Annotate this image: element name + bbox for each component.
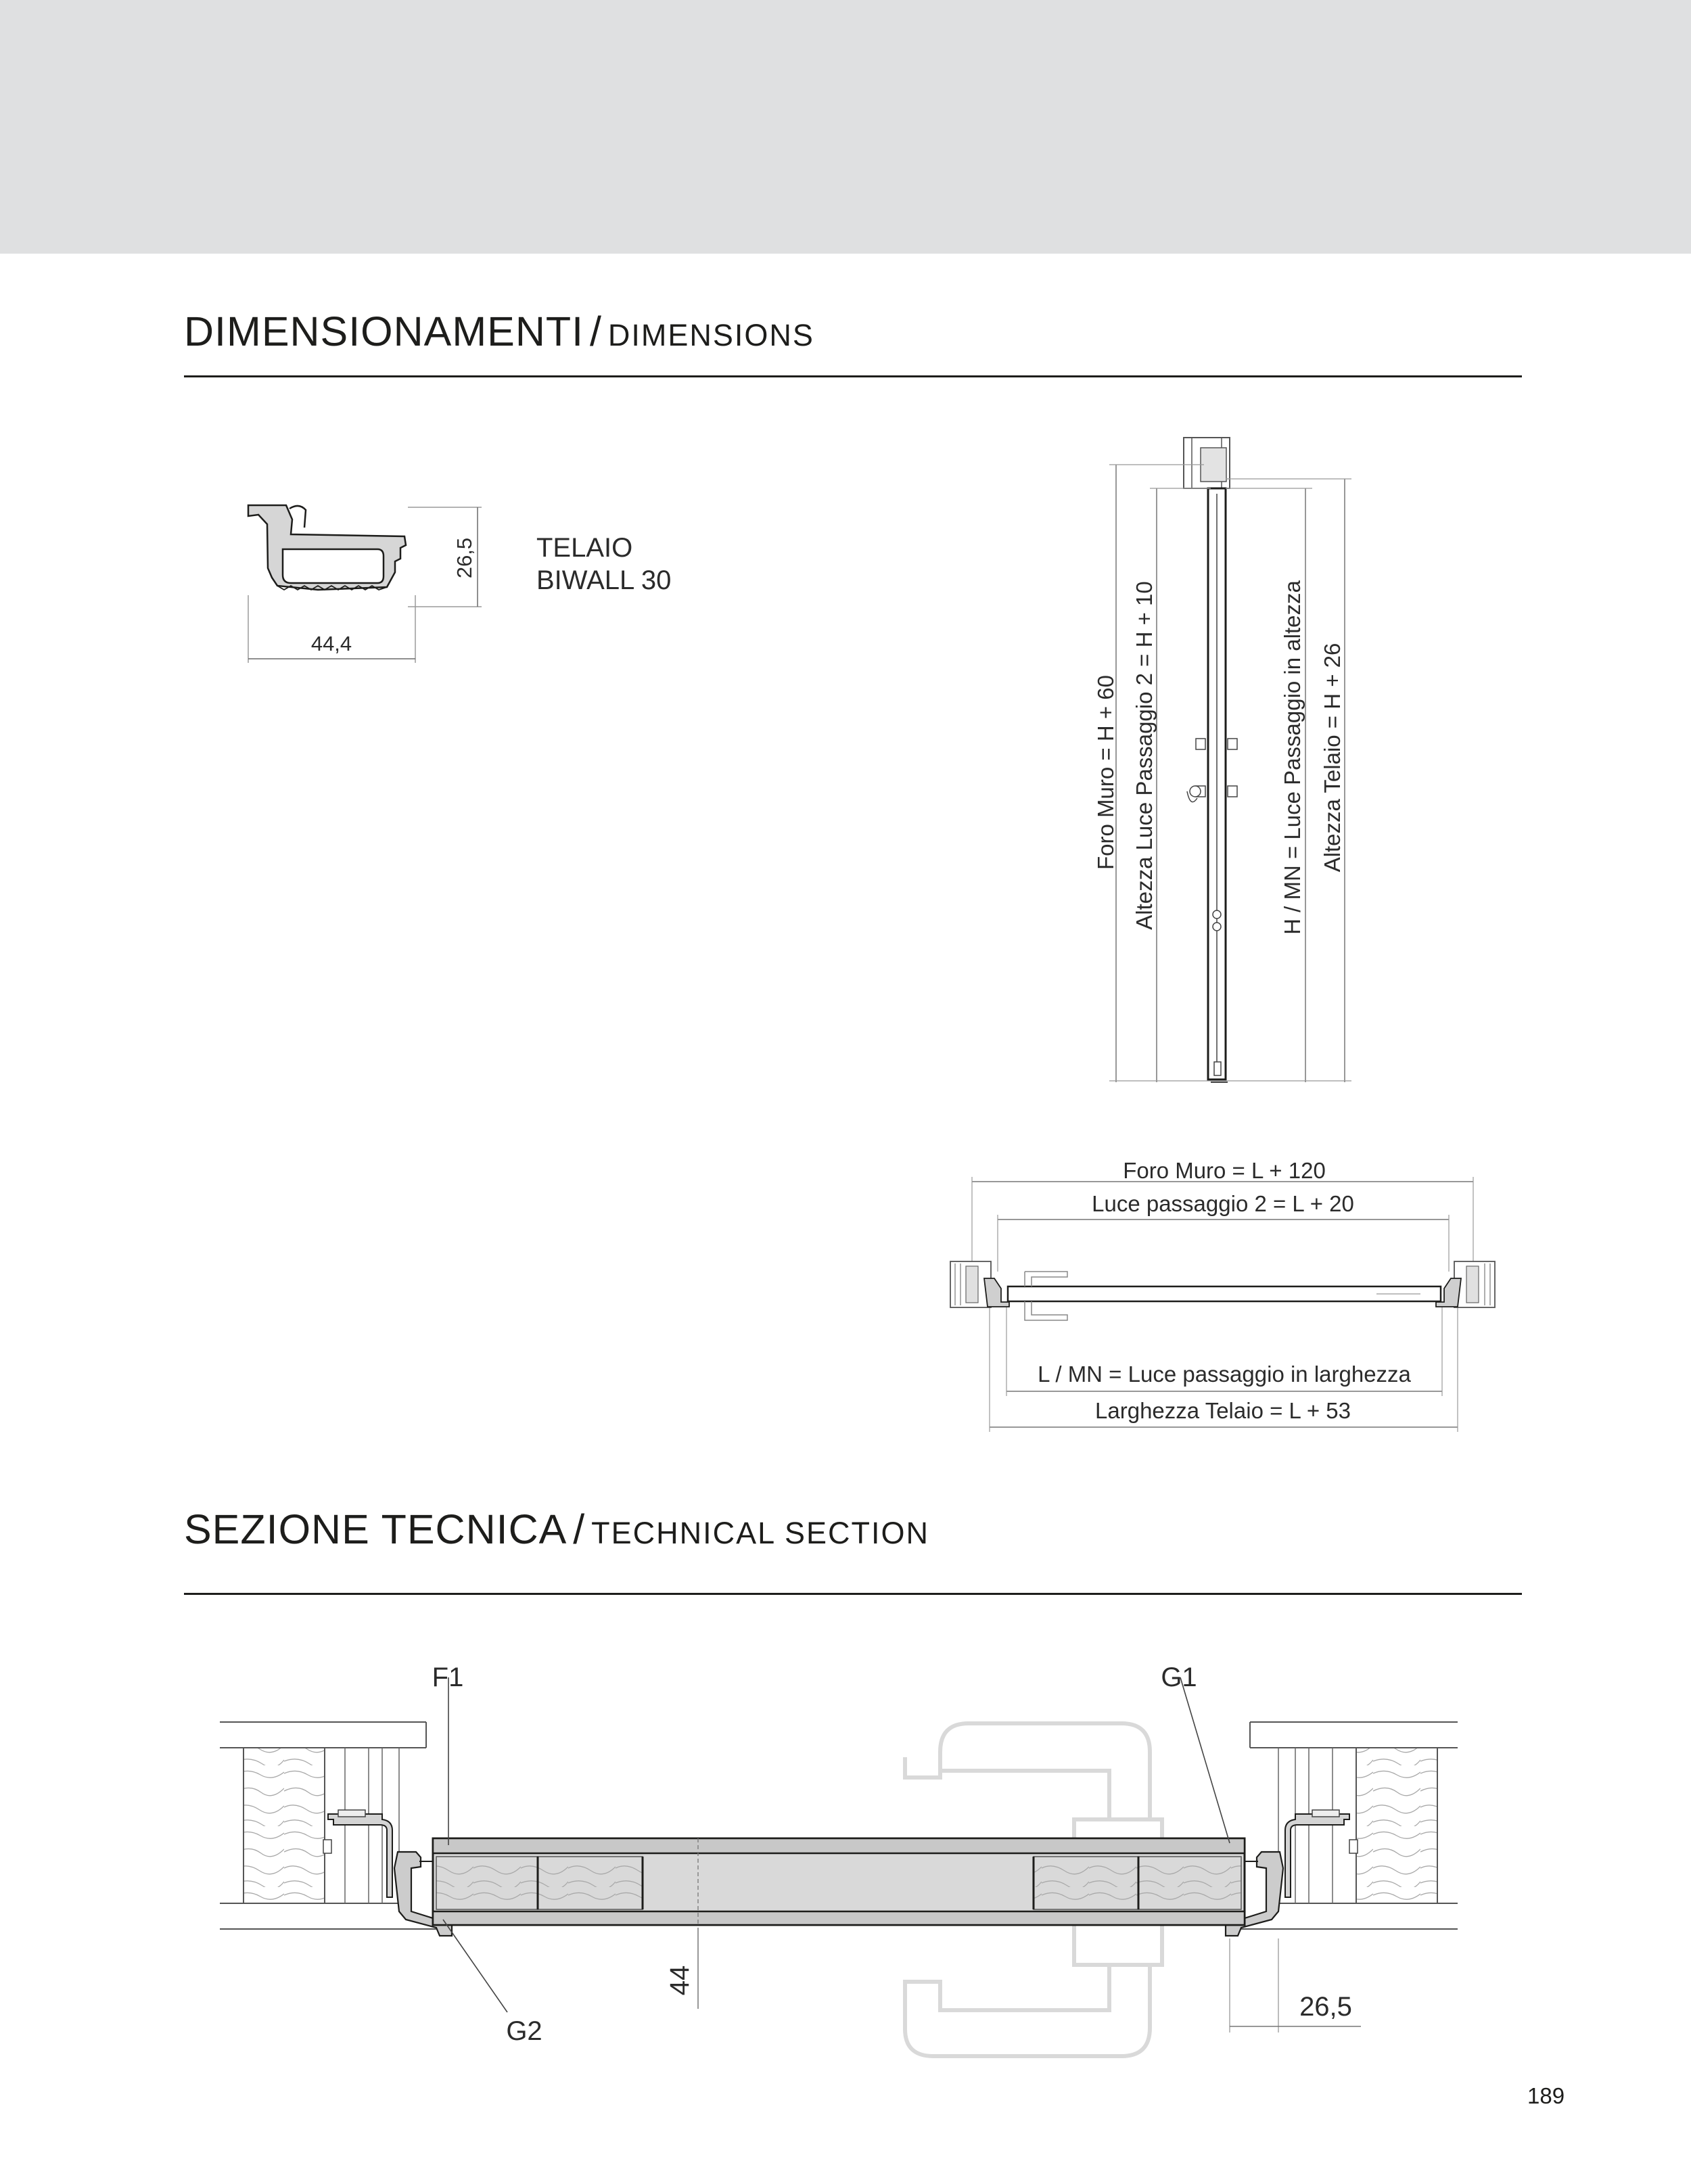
profile-drawing	[248, 505, 482, 663]
elevation-altezza-telaio-label: Altezza Telaio = H + 26	[1320, 643, 1345, 873]
section-label-f1: F1	[432, 1663, 464, 1692]
profile-width-label: 44,4	[310, 632, 352, 655]
section-thickness-label: 44	[665, 1965, 695, 1996]
plan-luce-passaggio-2-label: Luce passaggio 2 = L + 20	[1092, 1191, 1354, 1216]
dimensions-title-separator: /	[590, 308, 602, 354]
plan-luce-larghezza-label: L / MN = Luce passaggio in larghezza	[1038, 1362, 1411, 1387]
dimensions-title-en: DIMENSIONS	[607, 318, 814, 352]
profile-name-line2: BIWALL 30	[536, 565, 672, 595]
section-label-g1: G1	[1161, 1663, 1197, 1692]
elevation-foro-muro-label: Foro Muro = H + 60	[1093, 675, 1118, 870]
elevation-altezza-luce-2-label: Altezza Luce Passaggio 2 = H + 10	[1132, 581, 1157, 930]
page-number: 189	[1527, 2083, 1565, 2108]
elevation-luce-altezza-label: H / MN = Luce Passaggio in altezza	[1280, 580, 1305, 935]
plan-larghezza-telaio-label: Larghezza Telaio = L + 53	[1095, 1398, 1351, 1423]
technical-title-en: TECHNICAL SECTION	[591, 1516, 929, 1550]
profile-name-line1: TELAIO	[536, 533, 633, 563]
section-label-g2: G2	[506, 2016, 542, 2046]
plan-foro-muro-label: Foro Muro = L + 120	[1123, 1158, 1326, 1183]
technical-title-separator: /	[573, 1506, 586, 1552]
section-drawing	[220, 1677, 1458, 2056]
section-frame-label: 26,5	[1299, 1992, 1352, 2022]
dimensions-title-it: DIMENSIONAMENTI	[184, 308, 584, 354]
technical-title-it: SEZIONE TECNICA	[184, 1506, 567, 1552]
profile-height-label: 26,5	[453, 537, 476, 579]
